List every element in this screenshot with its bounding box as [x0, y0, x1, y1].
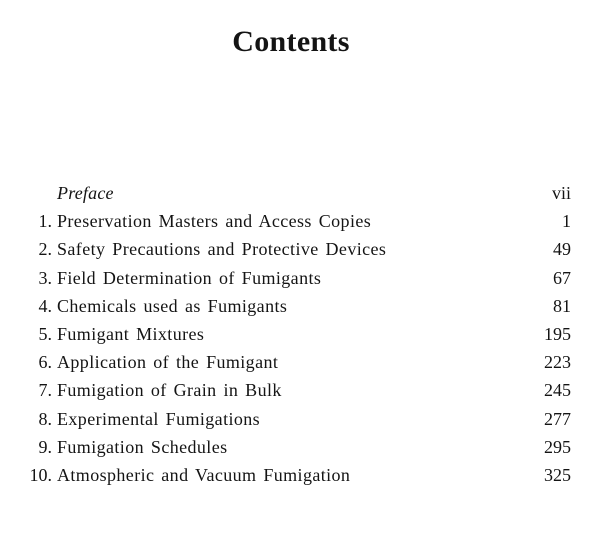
toc-entry-title: Application of the Fumigant: [57, 352, 279, 373]
toc-entry-number: 4.: [38, 295, 52, 316]
toc-entry: [0, 182, 600, 210]
toc-entry-title: Preface: [57, 183, 114, 203]
toc-entry-page: 195: [544, 323, 571, 344]
toc-entry-number: 9.: [38, 436, 52, 457]
toc-entry-page: 67: [553, 267, 571, 288]
toc-entry: [0, 295, 600, 323]
toc-entry-title: Field Determination of Fumigants: [57, 267, 322, 288]
toc-entry-page: 277: [544, 408, 571, 429]
toc-entry-number: 7.: [38, 380, 52, 401]
toc-entry-page: 49: [553, 239, 571, 260]
toc-entry: [0, 464, 600, 492]
toc-entry: [0, 267, 600, 295]
toc-entry: [0, 379, 600, 407]
toc-entry-title: Fumigant Mixtures: [57, 323, 205, 344]
toc-entry-title: Experimental Fumigations: [57, 408, 261, 429]
toc-entry-number: 6.: [38, 352, 52, 373]
toc-entry-page: 81: [553, 295, 571, 316]
toc-entry-number: 1.: [38, 211, 52, 232]
toc-entry-title: Fumigation of Grain in Bulk: [57, 380, 282, 401]
toc-entry-title: Safety Precautions and Protective Devices: [57, 239, 387, 260]
toc-entry-page: 245: [544, 380, 571, 401]
toc-entry-number: 2.: [38, 239, 52, 260]
toc-entry-page: 325: [544, 464, 571, 485]
toc-entry: [0, 408, 600, 436]
toc-entry-title: Fumigation Schedules: [57, 436, 228, 457]
toc-entry-number: 3.: [38, 267, 52, 288]
page-title: Contents: [232, 25, 350, 58]
toc-entry-title: Chemicals used as Fumigants: [57, 295, 288, 316]
toc-entry-number: 5.: [38, 323, 52, 344]
toc-entry-page: 1: [562, 211, 571, 232]
toc-entry: [0, 351, 600, 379]
toc-entry: [0, 323, 600, 351]
toc-entry-number: 8.: [38, 408, 52, 429]
toc-entry-number: 10.: [29, 464, 52, 485]
toc-entry: [0, 436, 600, 464]
table-of-contents: [0, 182, 600, 492]
toc-entry: [0, 238, 600, 266]
toc-entry-page: vii: [551, 183, 571, 203]
toc-entry-page: 295: [544, 436, 571, 457]
toc-entry-title: Preservation Masters and Access Copies: [57, 211, 372, 232]
toc-entry: [0, 210, 600, 238]
toc-entry-title: Atmospheric and Vacuum Fumigation: [57, 464, 351, 485]
toc-entry-page: 223: [544, 352, 571, 373]
